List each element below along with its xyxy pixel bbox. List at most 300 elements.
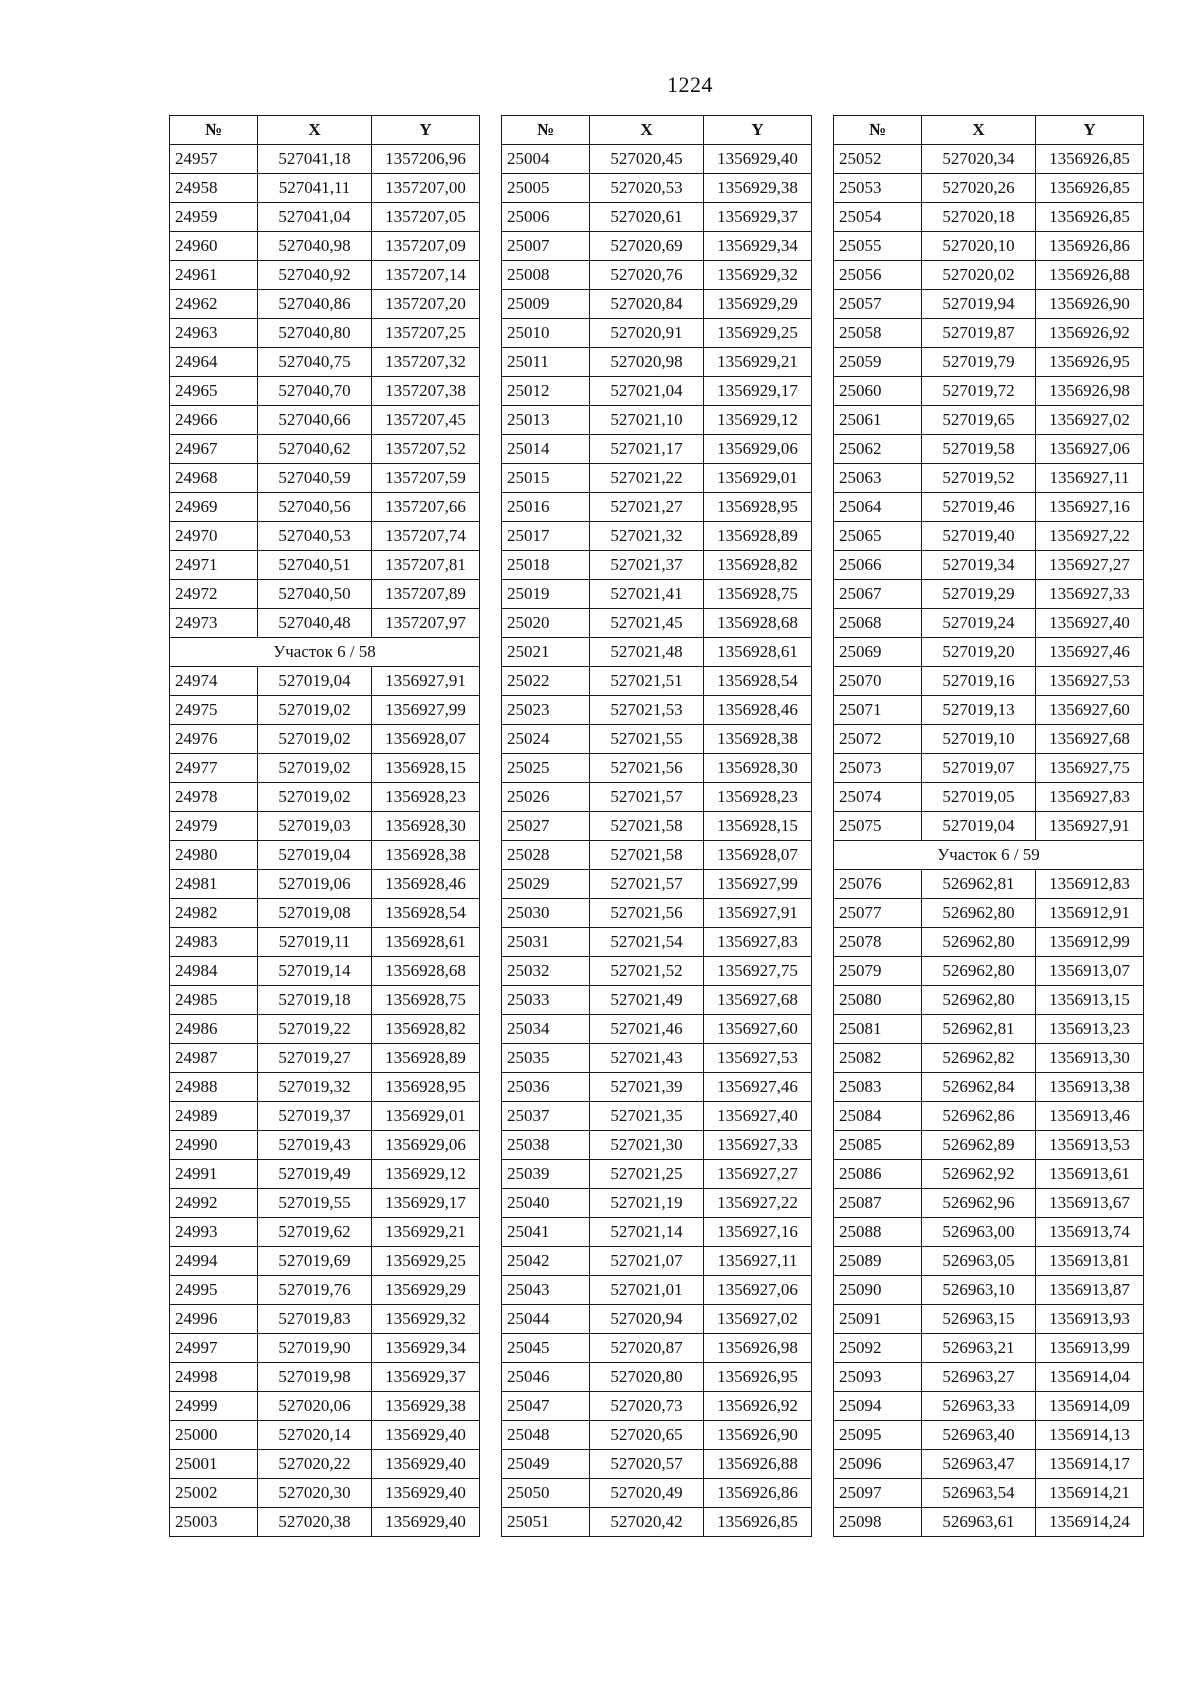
y-coordinate-cell: 1356928,30 bbox=[704, 754, 812, 783]
y-coordinate-cell: 1356928,89 bbox=[704, 522, 812, 551]
x-coordinate-cell: 526962,92 bbox=[922, 1160, 1036, 1189]
x-coordinate-cell: 527019,04 bbox=[258, 841, 372, 870]
x-coordinate-cell: 526962,80 bbox=[922, 986, 1036, 1015]
table-row bbox=[170, 319, 480, 348]
point-number-cell: 24960 bbox=[170, 232, 258, 261]
table-row bbox=[834, 203, 1144, 232]
x-coordinate-cell: 526962,82 bbox=[922, 1044, 1036, 1073]
x-coordinate-cell: 527021,04 bbox=[590, 377, 704, 406]
table-row bbox=[502, 1073, 812, 1102]
x-coordinate-cell: 527019,03 bbox=[258, 812, 372, 841]
column-header-number: № bbox=[502, 116, 590, 145]
point-number-cell: 24972 bbox=[170, 580, 258, 609]
point-number-cell: 24979 bbox=[170, 812, 258, 841]
x-coordinate-cell: 526963,61 bbox=[922, 1508, 1036, 1537]
x-coordinate-cell: 527021,39 bbox=[590, 1073, 704, 1102]
x-coordinate-cell: 526962,86 bbox=[922, 1102, 1036, 1131]
y-coordinate-cell: 1356926,85 bbox=[1036, 203, 1144, 232]
point-number-cell: 25005 bbox=[502, 174, 590, 203]
table-row bbox=[834, 1334, 1144, 1363]
point-number-cell: 25027 bbox=[502, 812, 590, 841]
table-row bbox=[834, 1392, 1144, 1421]
point-number-cell: 25076 bbox=[834, 870, 922, 899]
column-header-x: X bbox=[258, 116, 372, 145]
x-coordinate-cell: 527019,14 bbox=[258, 957, 372, 986]
y-coordinate-cell: 1356929,29 bbox=[372, 1276, 480, 1305]
point-number-cell: 25028 bbox=[502, 841, 590, 870]
point-number-cell: 25022 bbox=[502, 667, 590, 696]
x-coordinate-cell: 527020,06 bbox=[258, 1392, 372, 1421]
x-coordinate-cell: 527020,73 bbox=[590, 1392, 704, 1421]
y-coordinate-cell: 1356927,99 bbox=[372, 696, 480, 725]
x-coordinate-cell: 527021,43 bbox=[590, 1044, 704, 1073]
table-row bbox=[834, 667, 1144, 696]
table-header-row bbox=[834, 116, 1144, 145]
x-coordinate-cell: 527020,76 bbox=[590, 261, 704, 290]
x-coordinate-cell: 526962,89 bbox=[922, 1131, 1036, 1160]
x-coordinate-cell: 526962,80 bbox=[922, 928, 1036, 957]
x-coordinate-cell: 526962,96 bbox=[922, 1189, 1036, 1218]
table-row bbox=[502, 493, 812, 522]
y-coordinate-cell: 1356928,75 bbox=[372, 986, 480, 1015]
y-coordinate-cell: 1357207,81 bbox=[372, 551, 480, 580]
y-coordinate-cell: 1356927,40 bbox=[704, 1102, 812, 1131]
point-number-cell: 25015 bbox=[502, 464, 590, 493]
point-number-cell: 25084 bbox=[834, 1102, 922, 1131]
x-coordinate-cell: 527020,38 bbox=[258, 1508, 372, 1537]
y-coordinate-cell: 1356929,29 bbox=[704, 290, 812, 319]
y-coordinate-cell: 1356927,46 bbox=[1036, 638, 1144, 667]
x-coordinate-cell: 527019,20 bbox=[922, 638, 1036, 667]
point-number-cell: 24962 bbox=[170, 290, 258, 319]
point-number-cell: 25072 bbox=[834, 725, 922, 754]
table-row bbox=[170, 1363, 480, 1392]
x-coordinate-cell: 526962,81 bbox=[922, 1015, 1036, 1044]
point-number-cell: 25061 bbox=[834, 406, 922, 435]
table-row bbox=[170, 1131, 480, 1160]
table-row bbox=[170, 290, 480, 319]
column-header-x: X bbox=[590, 116, 704, 145]
y-coordinate-cell: 1356927,75 bbox=[704, 957, 812, 986]
x-coordinate-cell: 527019,94 bbox=[922, 290, 1036, 319]
table-row bbox=[170, 812, 480, 841]
table-row bbox=[834, 725, 1144, 754]
table-row bbox=[834, 812, 1144, 841]
y-coordinate-cell: 1356926,86 bbox=[1036, 232, 1144, 261]
point-number-cell: 25040 bbox=[502, 1189, 590, 1218]
x-coordinate-cell: 527041,11 bbox=[258, 174, 372, 203]
table-row bbox=[834, 174, 1144, 203]
y-coordinate-cell: 1356926,90 bbox=[704, 1421, 812, 1450]
y-coordinate-cell: 1356912,83 bbox=[1036, 870, 1144, 899]
y-coordinate-cell: 1356927,68 bbox=[1036, 725, 1144, 754]
table-row bbox=[834, 1247, 1144, 1276]
table-header-row bbox=[502, 116, 812, 145]
point-number-cell: 25088 bbox=[834, 1218, 922, 1247]
point-number-cell: 25031 bbox=[502, 928, 590, 957]
y-coordinate-cell: 1356929,32 bbox=[704, 261, 812, 290]
point-number-cell: 25067 bbox=[834, 580, 922, 609]
y-coordinate-cell: 1356927,02 bbox=[704, 1305, 812, 1334]
x-coordinate-cell: 526962,80 bbox=[922, 957, 1036, 986]
x-coordinate-cell: 527040,98 bbox=[258, 232, 372, 261]
y-coordinate-cell: 1356929,25 bbox=[704, 319, 812, 348]
table-row bbox=[834, 1218, 1144, 1247]
y-coordinate-cell: 1356929,01 bbox=[704, 464, 812, 493]
y-coordinate-cell: 1356928,07 bbox=[704, 841, 812, 870]
x-coordinate-cell: 527019,02 bbox=[258, 696, 372, 725]
point-number-cell: 25085 bbox=[834, 1131, 922, 1160]
table-row bbox=[170, 1305, 480, 1334]
x-coordinate-cell: 527020,22 bbox=[258, 1450, 372, 1479]
y-coordinate-cell: 1356913,15 bbox=[1036, 986, 1144, 1015]
x-coordinate-cell: 527019,65 bbox=[922, 406, 1036, 435]
point-number-cell: 25041 bbox=[502, 1218, 590, 1247]
x-coordinate-cell: 527021,27 bbox=[590, 493, 704, 522]
point-number-cell: 24971 bbox=[170, 551, 258, 580]
table-row bbox=[834, 754, 1144, 783]
y-coordinate-cell: 1356926,92 bbox=[1036, 319, 1144, 348]
table-row bbox=[502, 928, 812, 957]
y-coordinate-cell: 1356929,21 bbox=[372, 1218, 480, 1247]
x-coordinate-cell: 527020,94 bbox=[590, 1305, 704, 1334]
table-row bbox=[170, 783, 480, 812]
x-coordinate-cell: 527020,84 bbox=[590, 290, 704, 319]
table-row bbox=[502, 1218, 812, 1247]
table-row bbox=[170, 1015, 480, 1044]
y-coordinate-cell: 1356926,85 bbox=[704, 1508, 812, 1537]
x-coordinate-cell: 526963,40 bbox=[922, 1421, 1036, 1450]
point-number-cell: 25078 bbox=[834, 928, 922, 957]
y-coordinate-cell: 1356914,24 bbox=[1036, 1508, 1144, 1537]
x-coordinate-cell: 527021,55 bbox=[590, 725, 704, 754]
x-coordinate-cell: 527019,72 bbox=[922, 377, 1036, 406]
x-coordinate-cell: 527019,04 bbox=[922, 812, 1036, 841]
y-coordinate-cell: 1356926,92 bbox=[704, 1392, 812, 1421]
table-row bbox=[170, 203, 480, 232]
table-row bbox=[170, 841, 480, 870]
table-row bbox=[170, 377, 480, 406]
table-row bbox=[502, 783, 812, 812]
point-number-cell: 24966 bbox=[170, 406, 258, 435]
point-number-cell: 24986 bbox=[170, 1015, 258, 1044]
table-row bbox=[502, 1189, 812, 1218]
y-coordinate-cell: 1356927,91 bbox=[1036, 812, 1144, 841]
point-number-cell: 24959 bbox=[170, 203, 258, 232]
y-coordinate-cell: 1356927,83 bbox=[1036, 783, 1144, 812]
y-coordinate-cell: 1356929,06 bbox=[704, 435, 812, 464]
y-coordinate-cell: 1356928,46 bbox=[704, 696, 812, 725]
y-coordinate-cell: 1356927,75 bbox=[1036, 754, 1144, 783]
x-coordinate-cell: 527021,53 bbox=[590, 696, 704, 725]
table-row bbox=[502, 1305, 812, 1334]
table-row bbox=[834, 1015, 1144, 1044]
x-coordinate-cell: 527021,17 bbox=[590, 435, 704, 464]
point-number-cell: 24996 bbox=[170, 1305, 258, 1334]
point-number-cell: 24973 bbox=[170, 609, 258, 638]
table-row bbox=[170, 1421, 480, 1450]
x-coordinate-cell: 526963,33 bbox=[922, 1392, 1036, 1421]
x-coordinate-cell: 527021,32 bbox=[590, 522, 704, 551]
y-coordinate-cell: 1356929,12 bbox=[372, 1160, 480, 1189]
point-number-cell: 25056 bbox=[834, 261, 922, 290]
coordinate-table-2 bbox=[501, 115, 812, 1537]
y-coordinate-cell: 1357207,45 bbox=[372, 406, 480, 435]
x-coordinate-cell: 527020,10 bbox=[922, 232, 1036, 261]
point-number-cell: 24980 bbox=[170, 841, 258, 870]
y-coordinate-cell: 1356928,38 bbox=[704, 725, 812, 754]
point-number-cell: 25051 bbox=[502, 1508, 590, 1537]
table-row bbox=[502, 406, 812, 435]
y-coordinate-cell: 1357206,96 bbox=[372, 145, 480, 174]
point-number-cell: 25097 bbox=[834, 1479, 922, 1508]
point-number-cell: 24969 bbox=[170, 493, 258, 522]
table-row bbox=[170, 551, 480, 580]
point-number-cell: 25033 bbox=[502, 986, 590, 1015]
table-row bbox=[834, 319, 1144, 348]
point-number-cell: 25006 bbox=[502, 203, 590, 232]
table-row bbox=[502, 696, 812, 725]
x-coordinate-cell: 527021,41 bbox=[590, 580, 704, 609]
y-coordinate-cell: 1356928,68 bbox=[704, 609, 812, 638]
y-coordinate-cell: 1356929,34 bbox=[704, 232, 812, 261]
y-coordinate-cell: 1356927,16 bbox=[1036, 493, 1144, 522]
point-number-cell: 25062 bbox=[834, 435, 922, 464]
table-row bbox=[502, 1479, 812, 1508]
x-coordinate-cell: 527019,43 bbox=[258, 1131, 372, 1160]
table-row bbox=[834, 522, 1144, 551]
table-row bbox=[834, 261, 1144, 290]
table-row bbox=[834, 406, 1144, 435]
x-coordinate-cell: 527021,14 bbox=[590, 1218, 704, 1247]
table-row bbox=[834, 464, 1144, 493]
table-row bbox=[834, 899, 1144, 928]
table-row bbox=[502, 1131, 812, 1160]
x-coordinate-cell: 527040,80 bbox=[258, 319, 372, 348]
table-row bbox=[834, 1131, 1144, 1160]
table-row bbox=[170, 232, 480, 261]
table-row bbox=[502, 812, 812, 841]
y-coordinate-cell: 1356927,60 bbox=[704, 1015, 812, 1044]
table-row bbox=[834, 493, 1144, 522]
point-number-cell: 25094 bbox=[834, 1392, 922, 1421]
x-coordinate-cell: 526963,00 bbox=[922, 1218, 1036, 1247]
x-coordinate-cell: 527019,29 bbox=[922, 580, 1036, 609]
y-coordinate-cell: 1356927,33 bbox=[1036, 580, 1144, 609]
point-number-cell: 24994 bbox=[170, 1247, 258, 1276]
y-coordinate-cell: 1356929,25 bbox=[372, 1247, 480, 1276]
y-coordinate-cell: 1356929,06 bbox=[372, 1131, 480, 1160]
table-row bbox=[502, 725, 812, 754]
x-coordinate-cell: 527040,86 bbox=[258, 290, 372, 319]
table-row bbox=[502, 522, 812, 551]
x-coordinate-cell: 527019,52 bbox=[922, 464, 1036, 493]
y-coordinate-cell: 1357207,00 bbox=[372, 174, 480, 203]
x-coordinate-cell: 527019,16 bbox=[922, 667, 1036, 696]
table-row bbox=[170, 1450, 480, 1479]
point-number-cell: 25032 bbox=[502, 957, 590, 986]
y-coordinate-cell: 1356928,54 bbox=[704, 667, 812, 696]
x-coordinate-cell: 527020,30 bbox=[258, 1479, 372, 1508]
y-coordinate-cell: 1356914,13 bbox=[1036, 1421, 1144, 1450]
y-coordinate-cell: 1356927,27 bbox=[704, 1160, 812, 1189]
point-number-cell: 25039 bbox=[502, 1160, 590, 1189]
point-number-cell: 25074 bbox=[834, 783, 922, 812]
y-coordinate-cell: 1356928,15 bbox=[372, 754, 480, 783]
y-coordinate-cell: 1357207,38 bbox=[372, 377, 480, 406]
point-number-cell: 24989 bbox=[170, 1102, 258, 1131]
table-row bbox=[502, 1015, 812, 1044]
point-number-cell: 25057 bbox=[834, 290, 922, 319]
x-coordinate-cell: 527020,80 bbox=[590, 1363, 704, 1392]
table-row bbox=[834, 638, 1144, 667]
x-coordinate-cell: 527040,75 bbox=[258, 348, 372, 377]
table-row bbox=[170, 580, 480, 609]
x-coordinate-cell: 527019,10 bbox=[922, 725, 1036, 754]
y-coordinate-cell: 1356913,81 bbox=[1036, 1247, 1144, 1276]
x-coordinate-cell: 527020,87 bbox=[590, 1334, 704, 1363]
x-coordinate-cell: 527019,04 bbox=[258, 667, 372, 696]
x-coordinate-cell: 527020,18 bbox=[922, 203, 1036, 232]
point-number-cell: 24999 bbox=[170, 1392, 258, 1421]
y-coordinate-cell: 1356929,40 bbox=[372, 1421, 480, 1450]
point-number-cell: 25069 bbox=[834, 638, 922, 667]
x-coordinate-cell: 527019,34 bbox=[922, 551, 1036, 580]
table-row bbox=[502, 899, 812, 928]
point-number-cell: 25044 bbox=[502, 1305, 590, 1334]
point-number-cell: 25087 bbox=[834, 1189, 922, 1218]
table-row bbox=[834, 1044, 1144, 1073]
x-coordinate-cell: 527019,49 bbox=[258, 1160, 372, 1189]
y-coordinate-cell: 1356928,95 bbox=[704, 493, 812, 522]
y-coordinate-cell: 1356928,61 bbox=[704, 638, 812, 667]
table-row bbox=[502, 1450, 812, 1479]
point-number-cell: 25098 bbox=[834, 1508, 922, 1537]
y-coordinate-cell: 1356927,33 bbox=[704, 1131, 812, 1160]
table-row bbox=[834, 1305, 1144, 1334]
y-coordinate-cell: 1356928,23 bbox=[704, 783, 812, 812]
x-coordinate-cell: 527021,46 bbox=[590, 1015, 704, 1044]
point-number-cell: 24997 bbox=[170, 1334, 258, 1363]
table-row bbox=[834, 1073, 1144, 1102]
y-coordinate-cell: 1357207,97 bbox=[372, 609, 480, 638]
x-coordinate-cell: 527021,57 bbox=[590, 870, 704, 899]
table-row bbox=[834, 1479, 1144, 1508]
y-coordinate-cell: 1356914,17 bbox=[1036, 1450, 1144, 1479]
table-row bbox=[170, 1479, 480, 1508]
table-row bbox=[170, 1073, 480, 1102]
table-row bbox=[834, 1450, 1144, 1479]
point-number-cell: 24981 bbox=[170, 870, 258, 899]
point-number-cell: 25024 bbox=[502, 725, 590, 754]
x-coordinate-cell: 527021,22 bbox=[590, 464, 704, 493]
x-coordinate-cell: 527021,45 bbox=[590, 609, 704, 638]
point-number-cell: 24967 bbox=[170, 435, 258, 464]
table-row bbox=[170, 1392, 480, 1421]
table-row bbox=[502, 551, 812, 580]
point-number-cell: 25011 bbox=[502, 348, 590, 377]
x-coordinate-cell: 527019,76 bbox=[258, 1276, 372, 1305]
table-row bbox=[834, 290, 1144, 319]
y-coordinate-cell: 1356927,11 bbox=[1036, 464, 1144, 493]
point-number-cell: 25058 bbox=[834, 319, 922, 348]
y-coordinate-cell: 1356926,85 bbox=[1036, 174, 1144, 203]
y-coordinate-cell: 1356927,91 bbox=[704, 899, 812, 928]
y-coordinate-cell: 1356927,06 bbox=[1036, 435, 1144, 464]
point-number-cell: 25053 bbox=[834, 174, 922, 203]
point-number-cell: 25004 bbox=[502, 145, 590, 174]
y-coordinate-cell: 1356926,86 bbox=[704, 1479, 812, 1508]
y-coordinate-cell: 1356913,74 bbox=[1036, 1218, 1144, 1247]
table-row bbox=[834, 232, 1144, 261]
x-coordinate-cell: 527040,53 bbox=[258, 522, 372, 551]
y-coordinate-cell: 1356929,40 bbox=[372, 1450, 480, 1479]
y-coordinate-cell: 1356913,67 bbox=[1036, 1189, 1144, 1218]
y-coordinate-cell: 1357207,05 bbox=[372, 203, 480, 232]
y-coordinate-cell: 1356929,40 bbox=[372, 1508, 480, 1537]
x-coordinate-cell: 527040,70 bbox=[258, 377, 372, 406]
table-row bbox=[502, 348, 812, 377]
x-coordinate-cell: 527021,37 bbox=[590, 551, 704, 580]
y-coordinate-cell: 1356928,61 bbox=[372, 928, 480, 957]
y-coordinate-cell: 1356929,38 bbox=[372, 1392, 480, 1421]
y-coordinate-cell: 1356929,17 bbox=[704, 377, 812, 406]
y-coordinate-cell: 1356913,38 bbox=[1036, 1073, 1144, 1102]
table-row bbox=[170, 435, 480, 464]
point-number-cell: 25012 bbox=[502, 377, 590, 406]
y-coordinate-cell: 1356928,46 bbox=[372, 870, 480, 899]
point-number-cell: 24968 bbox=[170, 464, 258, 493]
table-row bbox=[834, 348, 1144, 377]
y-coordinate-cell: 1356927,53 bbox=[704, 1044, 812, 1073]
x-coordinate-cell: 527019,32 bbox=[258, 1073, 372, 1102]
x-coordinate-cell: 527019,05 bbox=[922, 783, 1036, 812]
y-coordinate-cell: 1356926,90 bbox=[1036, 290, 1144, 319]
table-row bbox=[502, 1421, 812, 1450]
table-row bbox=[502, 1247, 812, 1276]
x-coordinate-cell: 527021,58 bbox=[590, 841, 704, 870]
point-number-cell: 25063 bbox=[834, 464, 922, 493]
y-coordinate-cell: 1356927,53 bbox=[1036, 667, 1144, 696]
point-number-cell: 25008 bbox=[502, 261, 590, 290]
y-coordinate-cell: 1357207,59 bbox=[372, 464, 480, 493]
table-row bbox=[502, 1508, 812, 1537]
x-coordinate-cell: 527019,06 bbox=[258, 870, 372, 899]
point-number-cell: 24970 bbox=[170, 522, 258, 551]
table-row bbox=[502, 667, 812, 696]
point-number-cell: 25089 bbox=[834, 1247, 922, 1276]
x-coordinate-cell: 527021,49 bbox=[590, 986, 704, 1015]
table-row bbox=[834, 580, 1144, 609]
y-coordinate-cell: 1356913,30 bbox=[1036, 1044, 1144, 1073]
x-coordinate-cell: 526963,05 bbox=[922, 1247, 1036, 1276]
table-row bbox=[170, 754, 480, 783]
x-coordinate-cell: 527021,07 bbox=[590, 1247, 704, 1276]
y-coordinate-cell: 1356927,22 bbox=[1036, 522, 1144, 551]
point-number-cell: 25030 bbox=[502, 899, 590, 928]
y-coordinate-cell: 1356927,60 bbox=[1036, 696, 1144, 725]
x-coordinate-cell: 527020,98 bbox=[590, 348, 704, 377]
point-number-cell: 24992 bbox=[170, 1189, 258, 1218]
x-coordinate-cell: 527020,69 bbox=[590, 232, 704, 261]
y-coordinate-cell: 1356927,46 bbox=[704, 1073, 812, 1102]
y-coordinate-cell: 1356927,68 bbox=[704, 986, 812, 1015]
point-number-cell: 25050 bbox=[502, 1479, 590, 1508]
x-coordinate-cell: 527021,56 bbox=[590, 754, 704, 783]
table-row bbox=[502, 203, 812, 232]
table-row bbox=[170, 725, 480, 754]
point-number-cell: 24974 bbox=[170, 667, 258, 696]
